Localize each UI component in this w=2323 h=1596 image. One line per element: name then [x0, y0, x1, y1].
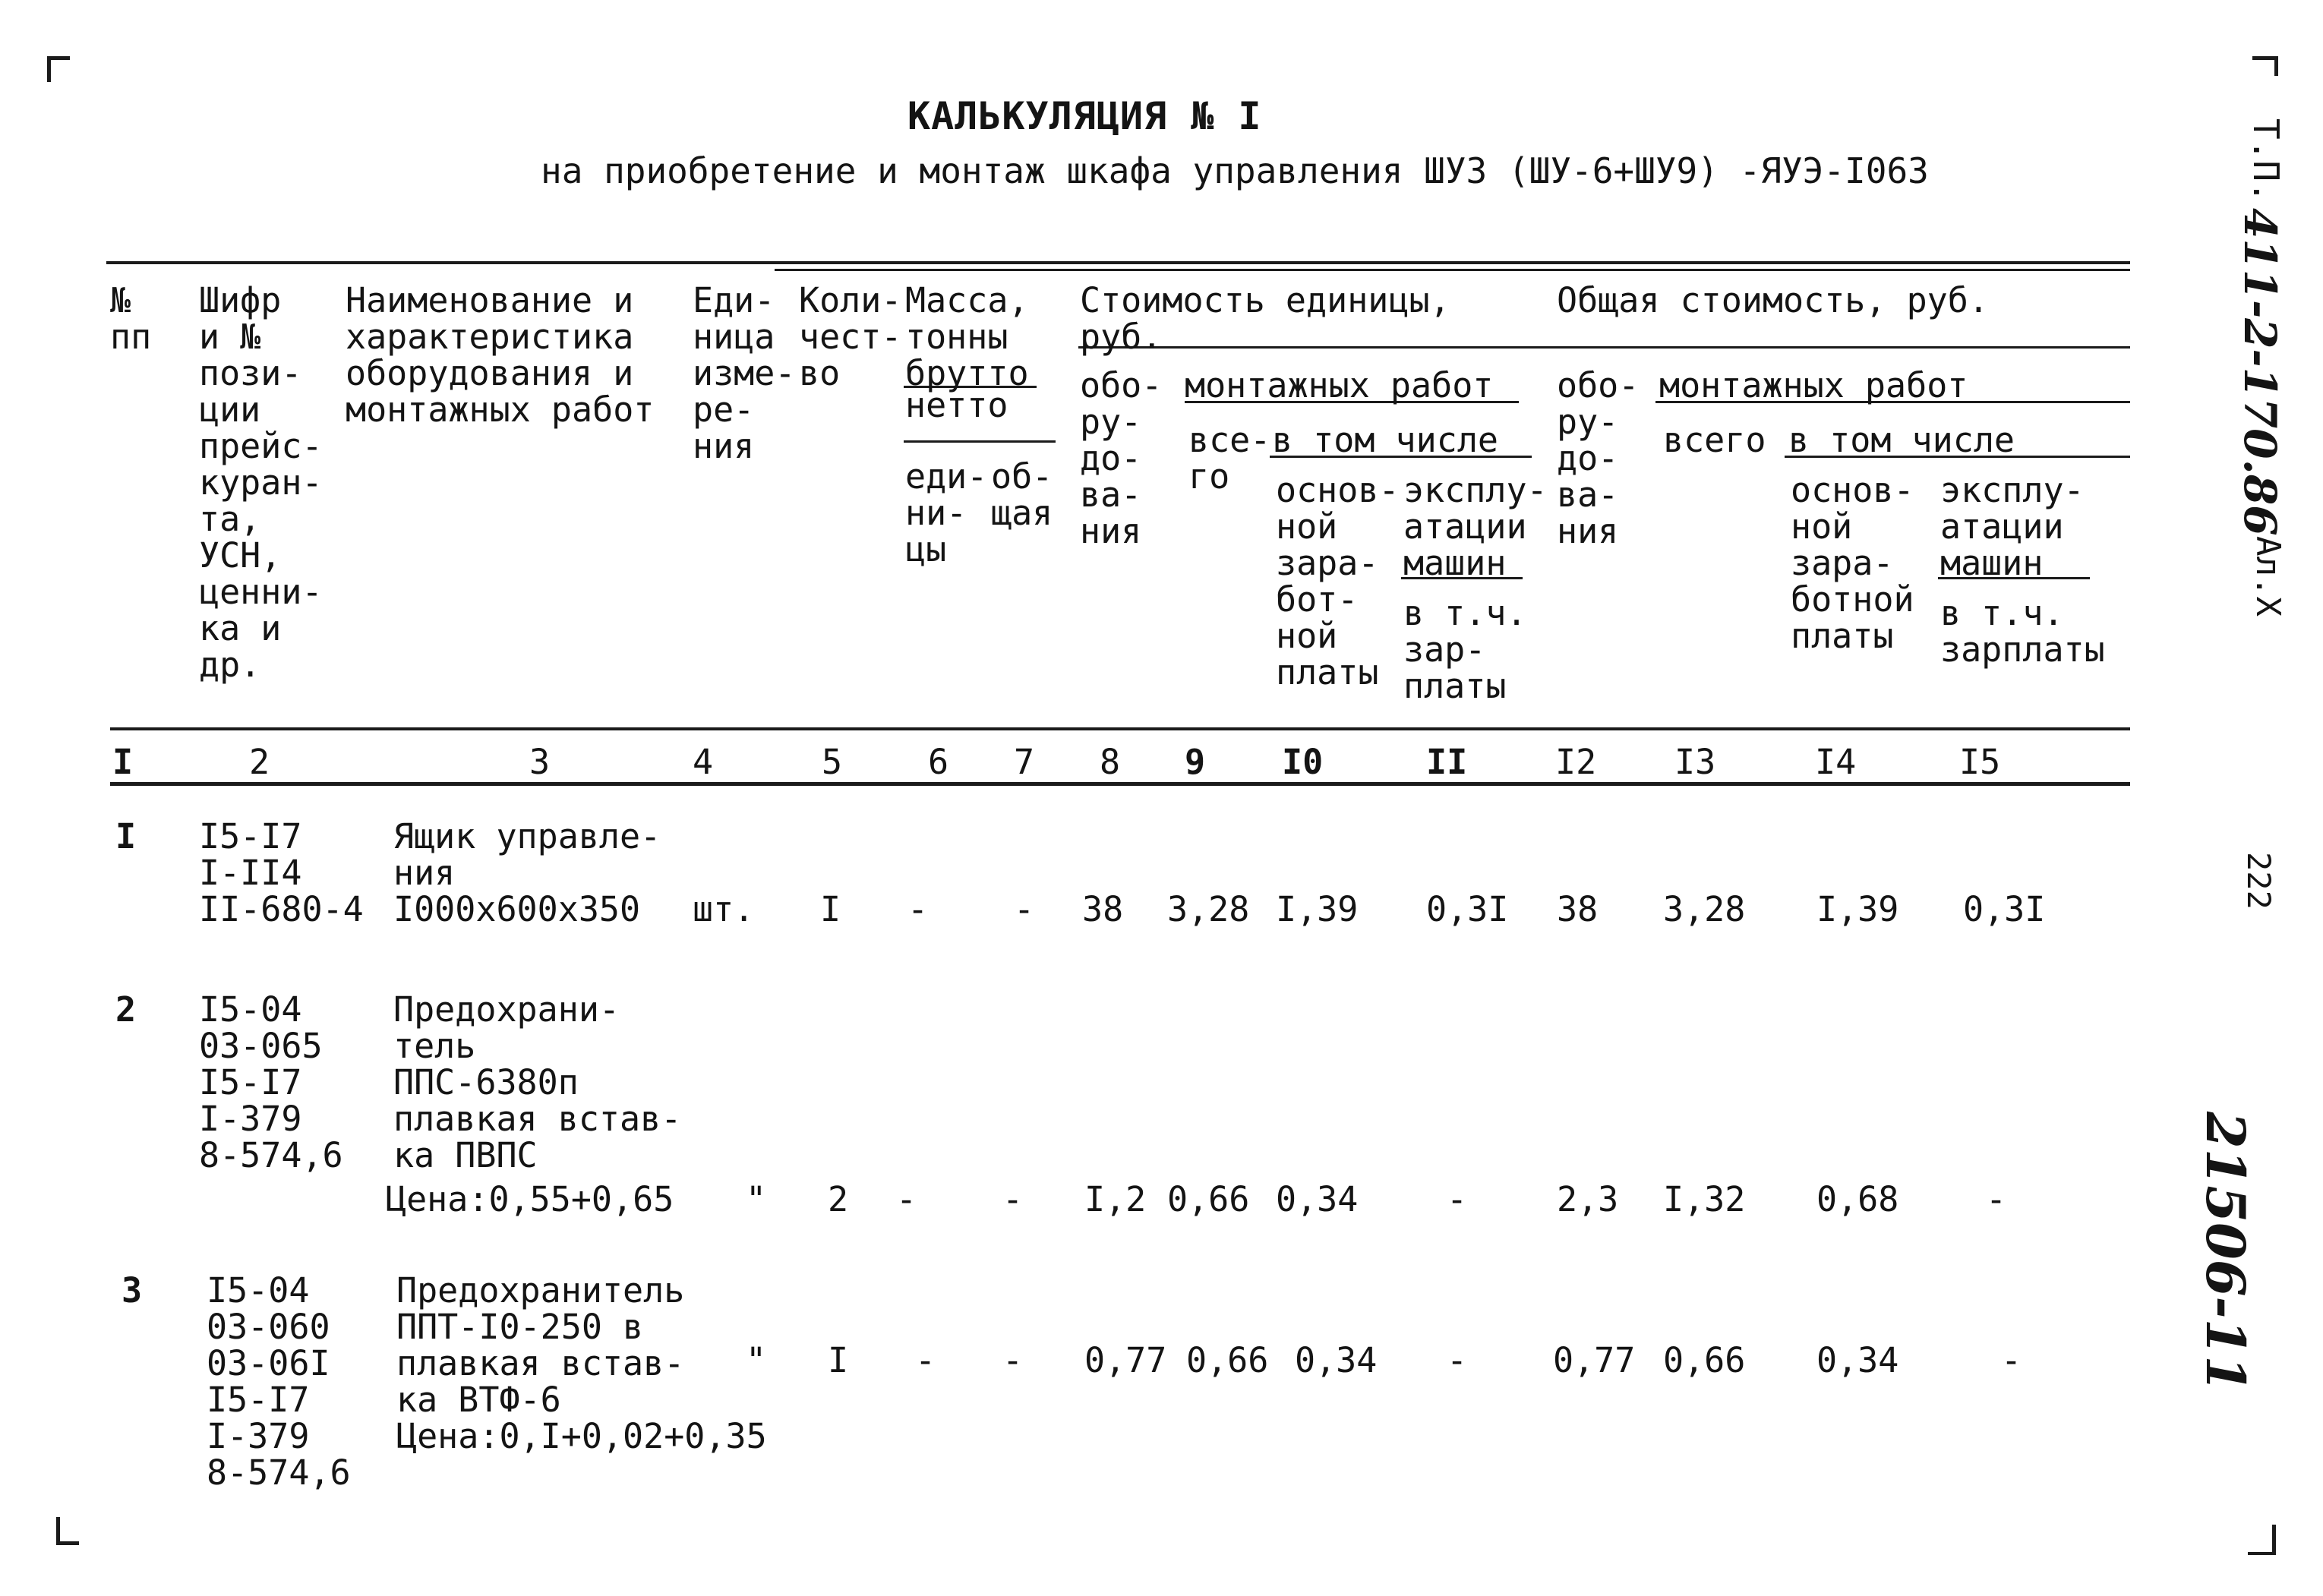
row-c10: 0,34 — [1295, 1340, 1378, 1380]
row-c15: - — [1986, 1179, 2007, 1219]
row-c12: 38 — [1557, 889, 1599, 929]
header-unit-cost: Стоимость единицы, руб. — [1080, 280, 1450, 357]
header-vsego-total: всего — [1663, 420, 1766, 460]
column-number: I4 — [1815, 742, 1857, 782]
table-top-rule — [106, 261, 2130, 264]
row-mass-total: - — [1014, 889, 1035, 929]
header-vsego-unit: все- го — [1188, 420, 1271, 497]
header-netto: нетто — [905, 385, 1008, 425]
row-number: I — [115, 816, 137, 856]
column-number: 9 — [1185, 742, 1206, 782]
header-col-qty: Коли- чест- во — [799, 280, 902, 393]
row-c13: 0,66 — [1663, 1340, 1746, 1380]
column-number: 7 — [1014, 742, 1035, 782]
side-ref-handwritten: 411-2-170.86 — [2234, 208, 2286, 536]
column-number-rule — [110, 782, 2130, 786]
header-equip-unit: обо- ру- до- ва- ния — [1080, 365, 1163, 551]
header-expl-total: эксплу- атации машин — [1940, 470, 2085, 583]
header-col-code: Шифр и № пози- ции прейс- куран- та, УСН, ценни- ка и др. — [199, 280, 323, 685]
header-vtch-unit: в т.ч. зар- платы — [1403, 593, 1527, 706]
row-c14: 0,34 — [1816, 1340, 1899, 1380]
side-page-number: 222 — [2240, 852, 2277, 910]
header-bottom-rule — [110, 727, 2130, 730]
header-col-name: Наименование и характеристика оборудования и монтажных работ — [346, 280, 655, 430]
row-unit: шт. — [693, 889, 755, 929]
row-number: 2 — [115, 989, 137, 1030]
row-c15: 0,3I — [1963, 889, 2046, 929]
header-brutto: брутто — [905, 353, 1029, 393]
row-qty: I — [820, 889, 841, 929]
row-qty: I — [828, 1340, 849, 1380]
row-c14: 0,68 — [1816, 1179, 1899, 1219]
header-col-mass-total: об- щая — [991, 456, 1053, 533]
header-equip-total: обо- ру- до- ва- ния — [1557, 365, 1640, 551]
row-name: Предохрани- тель ППС-6380п плавкая встав- ка ПВПС — [393, 989, 682, 1175]
row-name: Предохранитель ППТ-I0-250 в плавкая встав- ка ВТФ-6 Цена:0,I+0,02+0,35 — [396, 1270, 767, 1456]
corner-mark-top-left — [47, 56, 51, 82]
column-number: 4 — [693, 742, 714, 782]
document-title: КАЛЬКУЛЯЦИЯ № I — [907, 94, 1262, 138]
row-code: I5-04 03-060 03-06I I5-I7 I-379 8-574,6 — [207, 1270, 351, 1493]
row-name: Ящик управле- ния I000x600x350 — [393, 816, 661, 929]
row-mass-total: - — [1002, 1340, 1024, 1380]
row-c12: 0,77 — [1553, 1340, 1636, 1380]
row-c13: I,32 — [1663, 1179, 1746, 1219]
document-subtitle: на приобретение и монтаж шкафа управления ШУЗ (ШУ-6+ШУ9) -ЯУЭ-I063 — [541, 150, 1929, 191]
row-c9: 0,66 — [1186, 1340, 1269, 1380]
column-number: 5 — [822, 742, 843, 782]
row-c8: 0,77 — [1084, 1340, 1167, 1380]
row-c9: 3,28 — [1167, 889, 1250, 929]
column-number: I — [112, 742, 134, 782]
table-top-rule-secondary — [775, 269, 2130, 271]
row-code: I5-04 03-065 I5-I7 I-379 8-574,6 — [199, 989, 343, 1175]
mass-divider — [904, 440, 1056, 443]
row-c10: 0,34 — [1276, 1179, 1359, 1219]
header-col-number: № пп — [110, 280, 152, 357]
row-number: 3 — [122, 1270, 143, 1311]
column-number: I3 — [1674, 742, 1716, 782]
header-montage-total: монтажных работ — [1659, 365, 1968, 405]
corner-mark-bottom-right — [2248, 1552, 2275, 1555]
row-c15: - — [2001, 1340, 2022, 1380]
corner-mark-bottom-left — [56, 1541, 79, 1545]
header-vtom-unit: в том числе — [1272, 420, 1499, 460]
header-mass: Масса, тонны — [905, 280, 1029, 357]
row-c11: 0,3I — [1426, 889, 1509, 929]
column-number: I2 — [1555, 742, 1597, 782]
row-c9: 0,66 — [1167, 1179, 1250, 1219]
row-c11: - — [1447, 1179, 1468, 1219]
row-qty: 2 — [828, 1179, 849, 1219]
row-c14: I,39 — [1816, 889, 1899, 929]
column-number: I0 — [1282, 742, 1324, 782]
column-number: II — [1426, 742, 1468, 782]
corner-mark-bottom-left — [56, 1517, 60, 1544]
column-number: 8 — [1100, 742, 1121, 782]
corner-mark-top-right — [2274, 56, 2278, 76]
header-vtch-total: в т.ч. зарплаты — [1940, 593, 2105, 670]
column-number: 6 — [928, 742, 949, 782]
header-col-unit: Еди- ница изме- ре- ния — [693, 280, 796, 466]
row-mass-total: - — [1002, 1179, 1024, 1219]
row-price: Цена:0,55+0,65 — [386, 1179, 674, 1219]
row-mass-unit: - — [907, 889, 929, 929]
header-osn-unit: основ- ной зара- бот- ной платы — [1276, 470, 1400, 692]
row-c8: I,2 — [1084, 1179, 1147, 1219]
row-unit: " — [746, 1340, 767, 1380]
side-sheet-mark: Ал.Х — [2249, 536, 2287, 617]
column-number: I5 — [1959, 742, 2001, 782]
row-c13: 3,28 — [1663, 889, 1746, 929]
header-total-cost: Общая стоимость, руб. — [1557, 280, 1989, 320]
row-unit: " — [746, 1179, 767, 1219]
row-c8: 38 — [1082, 889, 1124, 929]
side-ref-printed: Т.П. — [2246, 118, 2287, 203]
header-montage-unit: монтажных работ — [1185, 365, 1494, 405]
row-c12: 2,3 — [1557, 1179, 1619, 1219]
row-mass-unit: - — [896, 1179, 917, 1219]
column-number: 3 — [529, 742, 551, 782]
side-doc-number: 21506-11 — [2194, 1112, 2257, 1393]
header-vtom-total: в том числе — [1788, 420, 2015, 460]
header-col-mass-unit: еди- ни- цы — [905, 456, 988, 569]
row-mass-unit: - — [915, 1340, 936, 1380]
row-c11: - — [1447, 1340, 1468, 1380]
row-code: I5-I7 I-II4 II-680-4 — [199, 816, 364, 929]
row-c10: I,39 — [1276, 889, 1359, 929]
corner-mark-bottom-right — [2272, 1525, 2276, 1555]
header-osn-total: основ- ной зара- ботной платы — [1791, 470, 1914, 656]
header-expl-unit: эксплу- атации машин — [1403, 470, 1548, 583]
column-number: 2 — [249, 742, 270, 782]
